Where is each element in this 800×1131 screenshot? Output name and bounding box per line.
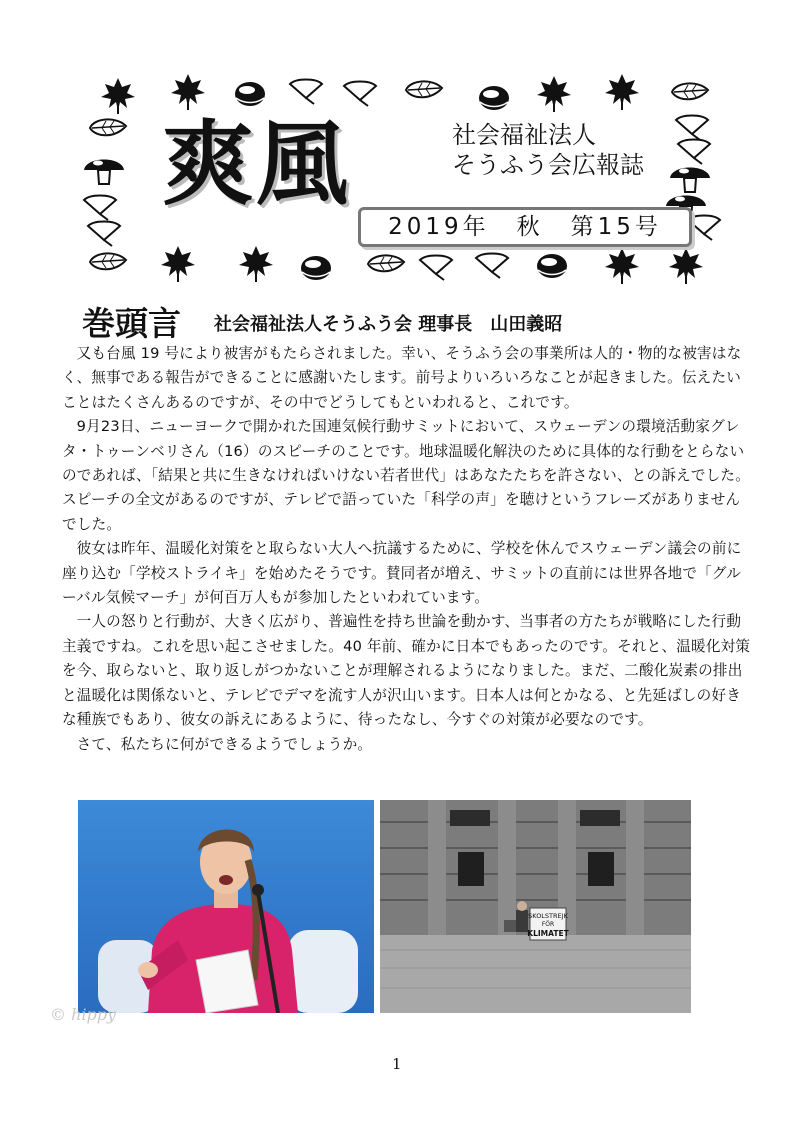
issue-label: 2019年 秋 第15号 bbox=[358, 207, 692, 247]
org-line-2: そうふう会広報誌 bbox=[452, 151, 644, 179]
sign-text-1: SKOLSTREJK bbox=[528, 912, 568, 920]
maple-leaf-icon bbox=[101, 78, 135, 114]
author-line: 社会福祉法人そうふう会 理事長 山田義昭 bbox=[214, 314, 563, 335]
org-line-1: 社会福祉法人 bbox=[452, 121, 596, 149]
photo-school-strike bbox=[380, 800, 691, 1013]
ginkgo-leaf-icon bbox=[290, 80, 322, 105]
sign-text-2: FÖR bbox=[541, 921, 555, 928]
paragraph-4: 一人の怒りと行動が、大きく広がり、普遍性を持ち世論を動かす、当事者の方たちが戦略にした行動主義ですね。これを思い起こさせました。40 年前、確かに日本でもあったのです。それと、温暖化対策を今、取らないと、取り返しがつかないことが理解されるようになりました。まだ、二酸化炭素の排出と温暖化は関係ないと、テレビでデマを流す人が沢山います。日本人は何とかなる、と先延ばしの好きな種族でもあり、彼女の訴えにあるように、待ったなし、今すぐの対策が必要なのです。 bbox=[62, 613, 751, 729]
mushroom-icon bbox=[84, 160, 124, 185]
paragraph-2: 9月23日、ニューヨークで開かれた国連気候行動サミットにおいて、スウェーデンの環境活動家グレタ・トゥーンベリさん（16）のスピーチのことです。地球温暖化解決のために具体的な行動をとらないのであれば、「結果と共に生きなければいけない若者世代」はあなたたちを許さない、との訴えでした。スピーチの全文があるのですが、テレビで語っていた「科学の声」を聴けというフレーズがありませんでした。 bbox=[62, 418, 751, 533]
organization-name bbox=[452, 120, 644, 180]
paragraph-1: 又も台風 19 号により被害がもたらされました。幸い、そうふう会の事業所は人的・物的な被害はなく、無事である報告ができることに感謝いたします。前号よりいろいろなことが起きました。伝えたいことはたくさんあるのですが、その中でどうしてもといわれると、これです。 bbox=[62, 345, 742, 411]
newsletter-title: 爽風 bbox=[162, 110, 351, 218]
oak-leaf-icon bbox=[406, 81, 442, 97]
sign-text-3: KLIMATET bbox=[527, 929, 569, 938]
paragraph-3: 彼女は昨年、温暖化対策をと取らない大人へ抗議するために、学校を休んでスウェーデン議会の前に座り込む「学校ストライキ」を始めたそうです。賛同者が増え、サミットの直前には世界各地で「グルーバル気候マーチ」が何百万人もが参加したといわれています。 bbox=[62, 540, 742, 607]
article-body bbox=[62, 342, 752, 757]
photo-speech bbox=[78, 800, 374, 1013]
section-heading: 巻頭言 bbox=[82, 304, 181, 343]
page-number: 1 bbox=[392, 1055, 402, 1073]
watermark: © hippy bbox=[50, 1005, 117, 1024]
chestnut-icon bbox=[235, 82, 265, 106]
paragraph-5: さて、私たちに何ができるようでしょうか。 bbox=[76, 735, 373, 753]
